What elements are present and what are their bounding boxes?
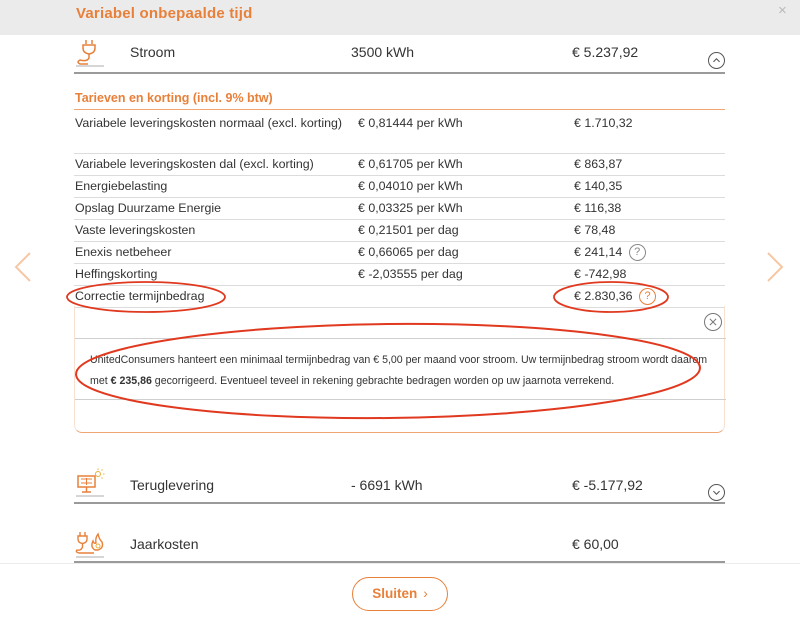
tariff-label: Energiebelasting [75, 179, 168, 193]
tariff-rate: € 0,03325 per kWh [358, 201, 463, 215]
product-price: € -5.177,92 [572, 477, 643, 493]
tariff-row [74, 198, 725, 220]
tariff-label: Variabele leveringskosten dal (excl. korting) [75, 157, 314, 171]
tariff-rate: € 0,66065 per dag [358, 245, 459, 259]
chevron-right-icon: › [423, 586, 428, 601]
previous-arrow-icon[interactable] [12, 250, 34, 284]
chevron-up-icon[interactable] [708, 52, 725, 69]
close-button[interactable] [352, 577, 448, 611]
tariff-row [74, 220, 725, 242]
close-circle-icon[interactable] [704, 313, 722, 331]
product-quantity: - 6691 kWh [351, 477, 423, 493]
close-icon[interactable]: × [778, 2, 787, 19]
tariff-amount: € -742,98 [574, 267, 627, 281]
tariff-rate: € 0,04010 per kWh [358, 179, 463, 193]
tariff-amount: € 140,35 [574, 179, 623, 193]
tariff-amount: € 1.710,32 [574, 116, 633, 130]
tariff-rate: € -2,03555 per dag [358, 267, 463, 281]
modal-header [0, 0, 800, 35]
tariff-label: Opslag Duurzame Energie [75, 201, 222, 215]
info-divider [75, 399, 726, 400]
close-button-label: Sluiten [372, 586, 418, 601]
product-name: Teruglevering [130, 477, 215, 493]
tariff-amount: € 2.830,36 [574, 289, 633, 303]
tariff-label: Correctie termijnbedrag [75, 289, 205, 303]
solar-panel-icon [74, 468, 108, 498]
next-arrow-icon[interactable] [764, 250, 786, 284]
tariff-amount: € 116,38 [574, 201, 622, 215]
product-quantity: 3500 kWh [351, 44, 415, 60]
tariff-amount: € 241,14 [574, 245, 623, 259]
tariff-rate: € 0,81444 per kWh [358, 116, 463, 130]
help-icon[interactable]: ? [639, 288, 656, 305]
info-panel [74, 306, 725, 433]
tariff-row [74, 242, 725, 264]
tariff-label: Heffingskorting [75, 267, 158, 281]
tariff-row [74, 110, 725, 154]
tariff-rate: € 0,61705 per kWh [358, 157, 463, 171]
info-text-part: UnitedConsumers hanteert een minimaal termijnbedrag van € 5,00 per maand voor stroom. Uw termijnbedrag stroom wordt daarom met [90, 354, 708, 387]
tariff-label: Variabele leveringskosten normaal (excl. korting) [75, 116, 342, 130]
modal-title: Variabel onbepaalde tijd [76, 5, 253, 22]
product-row-jaarkosten [74, 525, 725, 563]
info-text-part: gecorrigeerd. Eventueel teveel in rekening gebrachte bedragen worden op uw jaarnota verrekend. [151, 375, 615, 387]
product-name: Stroom [130, 44, 176, 60]
footer-divider [0, 563, 800, 564]
info-text [90, 350, 720, 392]
product-row-stroom [74, 36, 725, 74]
tariff-amount-cell [574, 242, 646, 263]
tariff-label: Vaste leveringskosten [75, 223, 196, 237]
tariff-row [74, 176, 725, 198]
tariff-amount: € 78,48 [574, 223, 616, 237]
tariff-row [74, 264, 725, 286]
product-row-teruglevering [74, 466, 725, 504]
product-price: € 5.237,92 [572, 44, 639, 60]
product-name: Jaarkosten [130, 536, 199, 552]
tariff-amount: € 863,87 [574, 157, 623, 171]
plug-flame-icon [74, 529, 108, 559]
help-icon[interactable]: ? [629, 244, 646, 261]
power-plug-icon [74, 38, 108, 68]
tariff-amount-cell [574, 286, 656, 307]
product-price: € 60,00 [572, 536, 619, 552]
tariff-rate: € 0,21501 per dag [358, 223, 459, 237]
tariff-row [74, 154, 725, 176]
info-divider [75, 338, 726, 339]
tariff-row-correctie [74, 286, 725, 308]
chevron-down-icon[interactable] [708, 484, 725, 501]
correction-amount: € 235,86 [110, 375, 152, 387]
tariffs-title: Tarieven en korting (incl. 9% btw) [75, 91, 273, 105]
tariff-label: Enexis netbeheer [75, 245, 172, 259]
